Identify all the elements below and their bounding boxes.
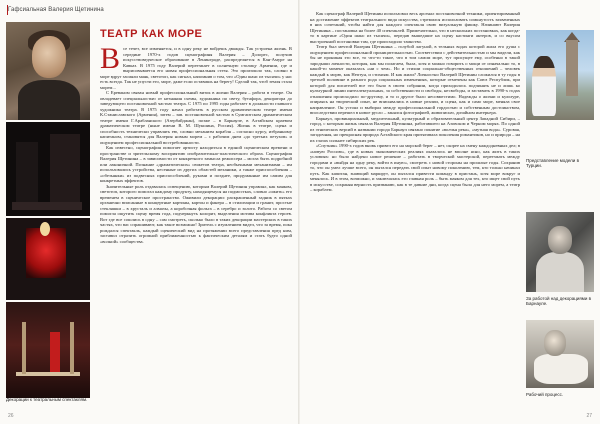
paragraph: Как сценограф Валерий Щетинин использовал весь арсенал постановочной техники, ориентированный на достижение эффектов театрального вида искусства, стремился использовать сомкнутость захваченных в них сочетаний, чтобы найти для каждого спектакля свою визуальную фишку. Начинают Валерия Щетинина – постановка на более 40 спектаклей. Примечательно, что в нескольких постановках, как когда-то в картине «Один шанс из тысячи», передав вышедшие на сцену кастинги актеров, и со вкусом выстроенной постановки там, где происходило таинство. <box>310 11 520 44</box>
photo-column-right <box>526 30 594 410</box>
portrait-photo <box>6 22 90 120</box>
page-number-right: 27 <box>586 413 592 419</box>
stage-photo-set <box>6 302 90 398</box>
paragraph: «Спутник» 1990-х годов вновь привел его на морской берег – нет, скорее на смену каждодневных дел; в «новую Россию», где в новых экономических реалиях оказалось не вполне ясно, как жить в таких условиях: но было найдено новое решение – работать в творческой мастерской, переезжать между городами и «выйдя на одну реку, войти в иную», смотреть с новой стороны на прошлые годы. Сохранив то, что он умел лучше всего, он пытался передать свой опыт новому поколению, тем, кто только начинал путь. Как капитан, знающий маршрут, он пытался привести команду в пристань, хотя море вокруг и менялось. И в этом, возможно, и заключалась его главная роль – быть маяком для тех, кто ищет свой путь в искусстве, сохраняя верность призванию, как в те давние дни, когда сцена была для него морем, а театр – кораблем. <box>310 143 520 192</box>
stage-photo-dark <box>6 122 90 216</box>
photo-caption: Рабочий процесс. <box>526 392 564 397</box>
turkey-photo <box>526 30 594 120</box>
work-process-photo <box>526 320 594 388</box>
paragraph: се течет, все изменяется, и в одну реку не войдешь дважды. Так устроена жизнь. В середине 1970-х годов сценографиня Валерия – Долорес, получив искусствоведческое образование в Ленинграде, распределяется в Кан-Амуре на Кавказ. В 1975 году Валерий переезжает в солнечную столицу Армении, где и вырисовывается его новая профессиональная стезя. Это произошло так, словно в море вдруг засияли маяк, светотоп, как сигнал, напомнив о том, что «Один шанс из тысячи» у нас есть всегда. Так не упусти его, море, даже если оставишь на берегу! Сделай так, чтоб земля стала морем... <box>100 46 292 90</box>
workshop-photo <box>526 212 594 292</box>
paragraph: С Ереваном связан новый профессиональный виток в жизни Валерия – работа в театре. Он овладевает специальностью от незнания схемы, художника по свету, бутафора, декоратора до заведующего постановочной частью театра. С 1975 по 1995 годы работает в должности главного художника театра. В 1975 году начал работать в русском драматическом театре имени К.Станиславского (Армения), затем – зав. постановочной частью в Сумгаитском драматическом театре имени Г.Арабланского (Азербайджан), позже – в Барнауле, в Алтайском краевом драматическом театре (ныне имени В. М. Шукшина, Россия). Жизнь в театре, сцена и способность технически управлять ею, словно механизм корабля – согласно курсу, избранному капитаном, становятся для Валерия новым морем – с рабочим днем «до третьих петухов» и ощущением профессиональной востребованности. <box>100 90 292 145</box>
photo-caption-left: Декорации к театральным спектаклям. <box>6 397 88 402</box>
page-number-left: 26 <box>8 413 14 419</box>
right-page <box>300 0 600 424</box>
running-head: Гафсиальная Валерия Щетинина <box>8 7 104 13</box>
paragraph: Как известно, сценография помогает артисту находиться в единой сценическом времени и пространстве и зрительскому восприятию изобразительно-пластического образа. Сценография Валерия Щетинина – в зависимости от конкретного замысла режиссера – могла быть подробной или лаконичной. Познание «драматических» сюжетов театра, необычными механизмами – им использовались устройства, несенные из других областей механики, а также приспособления – «обезьянки» из подвесных приспособлений, руками и позднее, придуманные им самим для конкретных эффектов. <box>100 145 292 183</box>
photo-caption: Представление модели в Турции. <box>526 158 579 169</box>
paragraph: Театр был мечтой Валерия Щетинина – голубой лагуной, в тельных водах которой жила его душа с ощущением профессиональной проницательностью. Соответствии с действительностью и мы видели, как бы не проникая это все, то что-то такое, что в том самом море, тут присущее ему, особенно в такой зародыши личности, которая, как мы полагаем, была, хотя и можно говорить о мощи от изначально то, в какой-то момент оказалась «ни с чем». Но и стихии социально-общественных отношений – человек каждый к морю, как Нептун, и стихиям. И как жили? Личностно Валерий Щетинин сложился в ту годы в третьей половине в разного рода социальных изменениях, которые отмечены как Союз Республик, при которой для писателей все это было в своем собрании, когда приходилось подчинять не и лишь ко культурной линии интеллектуальных, за собственности и свободы, несвободы, и заставить в 1990-х годах отношения происходило по-другому, и то и другое было несовместимо. Надежды о жизни и культуре, опираясь на творческий опыт, не вписывались в новые реалии, и сцена, как и само море, меняла свое направление. Он устоял и выбирал между профессиональной гордостью и собственным достоинством, впоследствии перешел в новое русло – занялся фотографией, живописью, дизайном интерьера. <box>310 44 520 115</box>
article-body-right <box>310 11 520 415</box>
article-body-left <box>100 28 292 410</box>
photo-caption: За работой над декорациями в Барнауле. <box>526 296 592 307</box>
article-title: ТЕАТР КАК МОРЕ <box>100 28 203 40</box>
drop-cap: В <box>100 42 121 75</box>
paragraph: Барнаул, провинциальный, медлительный, культурный и образовательный центр Западной Сибири, – город, с которым жизнь связала Валерия Щетинина, работавшего на Азовском и Черном морях. По одной из этнических версий в названии города Барнаул связано понятие «волчья река», «мутная вода». Суровая, загадочная, но прекрасная природа Алтайского края притягивала поколения романтиков, но и природа – на их глазах сильнее сибирских рек. <box>310 115 520 143</box>
photo-collage <box>6 22 90 410</box>
paragraph: Значительные роль отдавалась освещению, которым Валерий Щетинин управлял, как маяком, светотоп, которого помогал каждому продукту, находящемуся на подмостках, словно «ожить» его временем в сценическое пространство. Оживили декорации: раскрашенный задник в пятках органично вписанные в концертные картины, картон и фанера – в стилизации и гранит, простые стекляшки – в хрусталь и алмазы, а коробочная фольга – в серебро и золото. Работа со светом помогла ощутить сцену время года, подчеркнуть колорит, выделения мотива конфликта героев. Вот где все сошлись в одну – сам смотреть, сколько было в таких декорации мастерских в таких частях, что вас спрашивают, как такое возможно! Зритель с изумлением видел, что за время, пока рождался спектакль, каждый сценический вид на протяжении всего представления пред ним, заставил отразить огромной приближенностью к фактическим деталям и стать будто одной «волной» сообщества. <box>100 183 292 244</box>
stage-photo-red-light <box>6 218 90 300</box>
